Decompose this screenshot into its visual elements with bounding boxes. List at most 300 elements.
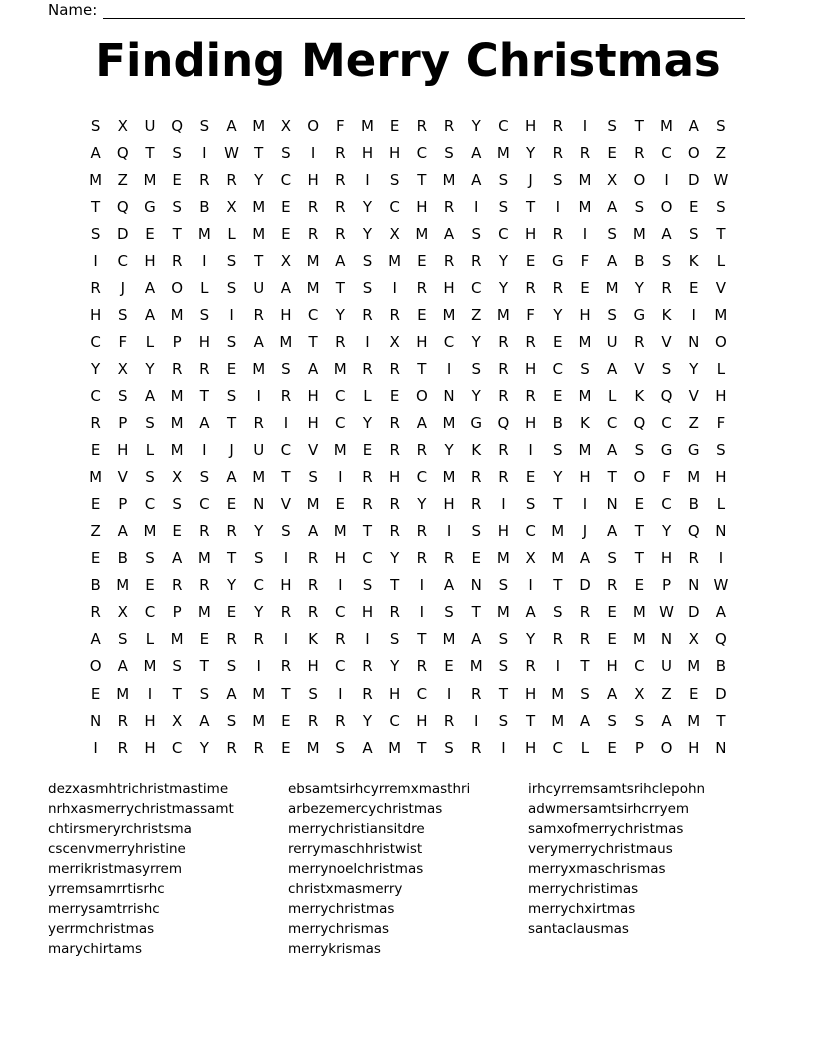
- grid-cell: M: [632, 630, 646, 649]
- grid-cell: H: [524, 359, 537, 378]
- grid-cell: G: [551, 251, 564, 270]
- grid-cell: R: [389, 603, 400, 622]
- grid-cell: H: [307, 657, 319, 676]
- grid-cell: I: [338, 684, 343, 703]
- grid-cell: E: [335, 495, 346, 514]
- grid-cell: S: [90, 224, 101, 243]
- grid-cell: A: [607, 522, 618, 541]
- grid-cell: S: [634, 197, 645, 216]
- grid-cell: N: [688, 332, 700, 351]
- grid-cell: M: [388, 738, 402, 757]
- grid-cell: M: [578, 332, 592, 351]
- grid-cell: S: [444, 143, 454, 162]
- grid-cell: T: [226, 414, 237, 433]
- grid-cell: A: [579, 711, 591, 730]
- grid-cell: Z: [117, 170, 128, 189]
- grid-cell: R: [199, 522, 210, 541]
- grid-cell: J: [528, 170, 533, 189]
- grid-cell: V: [715, 278, 727, 297]
- grid-cell: R: [579, 630, 591, 649]
- grid-cell: V: [661, 332, 672, 351]
- grid-cell: E: [471, 549, 481, 568]
- grid-cell: R: [171, 251, 183, 270]
- grid-cell: S: [553, 603, 563, 622]
- grid-cell: R: [335, 197, 346, 216]
- grid-cell: D: [117, 224, 129, 243]
- grid-cell: H: [144, 738, 156, 757]
- grid-cell: Y: [335, 305, 345, 324]
- grid-cell: E: [525, 251, 536, 270]
- grid-cell: R: [362, 305, 373, 324]
- grid-cell: W: [713, 576, 729, 595]
- grid-cell: E: [417, 305, 427, 324]
- grid-cell: S: [199, 305, 210, 324]
- grid-cell: M: [496, 143, 510, 162]
- grid-cell: A: [226, 116, 237, 135]
- grid-cell: S: [226, 251, 237, 270]
- grid-cell: R: [579, 603, 591, 622]
- name-label: Name:: [48, 1, 98, 19]
- grid-cell: M: [469, 657, 483, 676]
- grid-cell: I: [419, 603, 425, 622]
- grid-cell: M: [306, 495, 320, 514]
- grid-cell: C: [90, 332, 101, 351]
- grid-cell: I: [419, 576, 425, 595]
- grid-cell: M: [279, 332, 293, 351]
- grid-cell: A: [226, 468, 237, 487]
- grid-cell: M: [496, 549, 510, 568]
- grid-cell: A: [661, 711, 672, 730]
- grid-cell: J: [229, 441, 234, 460]
- word-item: irhcyrremsamtsrihclepohn: [528, 781, 706, 797]
- grid-cell: R: [661, 278, 672, 297]
- grid-cell: I: [93, 251, 98, 270]
- grid-cell: T: [580, 657, 590, 676]
- grid-cell: I: [392, 278, 397, 297]
- grid-cell: L: [716, 251, 726, 270]
- grid-cell: M: [89, 468, 103, 487]
- grid-cell: N: [715, 738, 727, 757]
- grid-cell: L: [580, 738, 590, 757]
- grid-cell: C: [606, 414, 618, 433]
- grid-cell: M: [551, 522, 565, 541]
- grid-cell: E: [580, 278, 590, 297]
- word-list-column-2: [288, 779, 528, 959]
- grid-cell: L: [607, 386, 617, 405]
- word-item: yrremsamrrtisrhc: [48, 881, 165, 897]
- grid-cell: Y: [254, 603, 264, 622]
- grid-cell: T: [634, 549, 644, 568]
- grid-cell: X: [389, 224, 400, 243]
- grid-cell: S: [498, 197, 509, 216]
- grid-cell: P: [662, 576, 672, 595]
- grid-cell: Z: [688, 414, 699, 433]
- grid-cell: R: [416, 549, 428, 568]
- grid-cell: T: [362, 522, 373, 541]
- grid-cell: T: [607, 468, 617, 487]
- grid-cell: D: [687, 170, 700, 189]
- grid-cell: M: [143, 657, 157, 676]
- grid-cell: M: [197, 603, 211, 622]
- grid-cell: R: [90, 603, 101, 622]
- grid-cell: J: [120, 278, 125, 297]
- word-item: chtirsmeryrchristsma: [48, 821, 192, 837]
- grid-cell: M: [306, 738, 320, 757]
- grid-cell: V: [307, 441, 319, 460]
- grid-cell: E: [145, 224, 155, 243]
- grid-cell: Z: [471, 305, 482, 324]
- grid-cell: R: [307, 549, 319, 568]
- grid-cell: I: [446, 522, 452, 541]
- grid-cell: H: [144, 251, 156, 270]
- grid-cell: H: [280, 305, 292, 324]
- grid-cell: S: [444, 603, 454, 622]
- grid-cell: M: [632, 603, 646, 622]
- grid-cell: Y: [390, 549, 400, 568]
- grid-cell: S: [226, 278, 237, 297]
- grid-cell: R: [443, 197, 455, 216]
- grid-cell: Y: [362, 711, 373, 730]
- grid-cell: M: [687, 657, 701, 676]
- grid-cell: U: [606, 332, 618, 351]
- grid-cell: G: [470, 414, 483, 433]
- grid-cell: E: [172, 170, 182, 189]
- grid-cell: R: [199, 170, 210, 189]
- grid-cell: H: [416, 197, 428, 216]
- grid-cell: I: [664, 170, 669, 189]
- grid-cell: X: [389, 332, 400, 351]
- grid-cell: L: [145, 630, 155, 649]
- grid-cell: Y: [254, 522, 264, 541]
- grid-cell: H: [524, 116, 537, 135]
- grid-cell: V: [688, 386, 699, 405]
- word-item: merrychristmas: [288, 901, 395, 917]
- grid-cell: H: [497, 522, 510, 541]
- grid-cell: A: [607, 441, 618, 460]
- grid-cell: Y: [390, 657, 400, 676]
- grid-cell: A: [443, 576, 455, 595]
- grid-cell: R: [280, 386, 292, 405]
- grid-cell: R: [688, 549, 699, 568]
- grid-cell: R: [498, 359, 509, 378]
- grid-cell: Y: [471, 116, 481, 135]
- grid-cell: Y: [362, 197, 373, 216]
- grid-cell: L: [716, 359, 726, 378]
- grid-cell: M: [252, 116, 266, 135]
- grid-cell: R: [443, 251, 455, 270]
- grid-cell: S: [362, 251, 373, 270]
- grid-cell: I: [691, 305, 696, 324]
- grid-cell: M: [578, 170, 592, 189]
- grid-cell: M: [252, 684, 266, 703]
- grid-cell: K: [634, 386, 645, 405]
- grid-cell: X: [226, 197, 237, 216]
- grid-cell: M: [360, 116, 374, 135]
- grid-cell: A: [144, 278, 156, 297]
- grid-cell: I: [501, 495, 506, 514]
- word-item: cscenvmerryhristine: [48, 841, 186, 857]
- grid-cell: Y: [634, 278, 644, 297]
- grid-cell: U: [661, 657, 673, 676]
- word-item: ebsamtsirhcyrremxmasthri: [288, 781, 471, 797]
- grid-cell: T: [281, 684, 291, 703]
- grid-cell: V: [280, 495, 292, 514]
- grid-cell: R: [579, 143, 591, 162]
- grid-cell: G: [144, 197, 156, 216]
- grid-cell: T: [634, 522, 644, 541]
- grid-cell: A: [117, 657, 128, 676]
- grid-cell: M: [442, 468, 456, 487]
- grid-cell: R: [416, 116, 428, 135]
- grid-cell: R: [199, 576, 210, 595]
- grid-cell: I: [365, 630, 370, 649]
- puzzle-title: Finding Merry Christmas: [95, 34, 721, 87]
- grid-cell: E: [607, 143, 617, 162]
- grid-cell: E: [634, 495, 645, 514]
- grid-cell: H: [361, 603, 374, 622]
- grid-cell: Y: [498, 251, 508, 270]
- grid-cell: T: [716, 711, 726, 730]
- grid-cell: E: [417, 251, 427, 270]
- grid-cell: C: [144, 603, 156, 622]
- grid-cell: C: [280, 441, 292, 460]
- grid-cell: H: [334, 549, 346, 568]
- grid-cell: R: [498, 332, 509, 351]
- grid-cell: A: [144, 305, 156, 324]
- grid-cell: S: [688, 224, 699, 243]
- grid-cell: H: [389, 684, 401, 703]
- grid-cell: C: [525, 522, 536, 541]
- grid-cell: A: [199, 414, 210, 433]
- grid-cell: S: [226, 386, 237, 405]
- grid-cell: C: [335, 657, 346, 676]
- grid-cell: A: [688, 116, 699, 135]
- grid-cell: S: [362, 576, 373, 595]
- grid-cell: L: [145, 332, 155, 351]
- grid-cell: I: [338, 576, 343, 595]
- grid-cell: C: [498, 116, 509, 135]
- grid-cell: R: [498, 441, 509, 460]
- grid-cell: Q: [116, 143, 129, 162]
- grid-cell: E: [90, 495, 101, 514]
- grid-cell: A: [362, 738, 373, 757]
- grid-cell: T: [553, 495, 563, 514]
- grid-cell: R: [307, 197, 319, 216]
- grid-cell: X: [172, 468, 183, 487]
- grid-cell: S: [172, 495, 182, 514]
- grid-cell: R: [253, 305, 264, 324]
- grid-cell: E: [389, 116, 400, 135]
- grid-cell: E: [226, 603, 237, 622]
- grid-cell: Q: [660, 386, 673, 405]
- grid-cell: T: [471, 603, 481, 622]
- word-item: yerrmchristmas: [48, 921, 155, 937]
- grid-cell: R: [552, 278, 563, 297]
- grid-cell: Y: [661, 522, 672, 541]
- grid-cell: C: [171, 738, 183, 757]
- grid-cell: R: [280, 657, 292, 676]
- grid-cell: T: [417, 630, 427, 649]
- grid-cell: Q: [687, 522, 700, 541]
- grid-cell: E: [553, 386, 563, 405]
- grid-cell: O: [660, 197, 673, 216]
- grid-cell: E: [607, 738, 617, 757]
- grid-cell: A: [199, 711, 210, 730]
- grid-cell: C: [90, 386, 101, 405]
- grid-cell: I: [446, 684, 452, 703]
- grid-cell: A: [579, 549, 591, 568]
- grid-cell: E: [362, 441, 373, 460]
- grid-cell: R: [171, 359, 183, 378]
- grid-cell: M: [116, 684, 130, 703]
- grid-cell: H: [715, 468, 727, 487]
- grid-cell: Y: [553, 305, 563, 324]
- grid-cell: R: [471, 495, 482, 514]
- grid-cell: N: [253, 495, 265, 514]
- grid-cell: N: [470, 576, 482, 595]
- grid-cell: I: [446, 359, 452, 378]
- grid-cell: A: [90, 143, 101, 162]
- grid-cell: R: [389, 414, 400, 433]
- grid-cell: I: [582, 224, 588, 243]
- grid-cell: S: [498, 630, 509, 649]
- grid-cell: X: [688, 630, 699, 649]
- grid-cell: S: [172, 197, 182, 216]
- grid-cell: M: [170, 441, 184, 460]
- grid-cell: F: [526, 305, 535, 324]
- grid-cell: S: [389, 630, 400, 649]
- grid-cell: R: [416, 522, 428, 541]
- grid-cell: E: [281, 738, 291, 757]
- grid-cell: O: [171, 278, 184, 297]
- grid-cell: A: [307, 359, 319, 378]
- grid-cell: Y: [471, 386, 481, 405]
- name-row: [48, 1, 745, 19]
- grid-cell: M: [496, 603, 510, 622]
- grid-cell: M: [687, 711, 701, 730]
- grid-cell: R: [335, 224, 346, 243]
- grid-cell: C: [144, 495, 156, 514]
- grid-cell: R: [307, 224, 319, 243]
- grid-cell: M: [605, 278, 619, 297]
- grid-cell: Q: [116, 197, 129, 216]
- grid-cell: I: [474, 197, 479, 216]
- grid-cell: H: [389, 468, 401, 487]
- grid-cell: G: [660, 441, 673, 460]
- grid-cell: K: [688, 251, 699, 270]
- grid-cell: C: [199, 495, 210, 514]
- grid-cell: S: [607, 116, 617, 135]
- grid-cell: W: [659, 603, 674, 622]
- grid-cell: R: [253, 630, 264, 649]
- grid-cell: H: [579, 468, 591, 487]
- grid-cell: H: [443, 495, 455, 514]
- grid-cell: Y: [362, 414, 373, 433]
- grid-cell: R: [280, 603, 292, 622]
- grid-cell: C: [661, 143, 672, 162]
- grid-cell: X: [607, 170, 618, 189]
- grid-cell: R: [634, 332, 645, 351]
- grid-cell: R: [253, 414, 264, 433]
- name-blank-line: [103, 2, 745, 19]
- grid-cell: O: [715, 332, 727, 351]
- grid-cell: R: [335, 143, 346, 162]
- grid-cell: D: [715, 684, 727, 703]
- grid-cell: S: [199, 684, 210, 703]
- grid-cell: T: [526, 711, 536, 730]
- grid-cell: E: [226, 359, 237, 378]
- grid-cell: Y: [145, 359, 155, 378]
- grid-cell: Y: [226, 576, 237, 595]
- grid-cell: C: [335, 414, 346, 433]
- grid-cell: B: [90, 576, 101, 595]
- grid-cell: J: [582, 522, 588, 541]
- grid-cell: P: [172, 603, 182, 622]
- grid-cell: R: [552, 143, 563, 162]
- grid-cell: R: [525, 278, 536, 297]
- grid-cell: O: [307, 116, 319, 135]
- grid-cell: H: [117, 441, 129, 460]
- grid-cell: H: [524, 414, 537, 433]
- grid-cell: R: [90, 414, 101, 433]
- word-item: christxmasmerry: [288, 881, 403, 897]
- grid-cell: H: [524, 684, 537, 703]
- grid-cell: S: [199, 468, 210, 487]
- grid-cell: C: [416, 684, 428, 703]
- word-list-column-3: [528, 779, 768, 959]
- grid-cell: P: [118, 414, 128, 433]
- grid-cell: H: [416, 711, 428, 730]
- grid-cell: S: [362, 278, 373, 297]
- grid-cell: O: [89, 657, 102, 676]
- grid-cell: I: [338, 468, 343, 487]
- grid-cell: C: [634, 657, 645, 676]
- grid-cell: M: [632, 224, 646, 243]
- grid-cell: X: [117, 359, 128, 378]
- grid-cell: O: [687, 143, 700, 162]
- grid-cell: Y: [362, 224, 373, 243]
- word-item: santaclausmas: [528, 921, 629, 937]
- grid-cell: X: [117, 603, 128, 622]
- grid-cell: H: [389, 143, 401, 162]
- grid-cell: N: [89, 711, 102, 730]
- grid-cell: D: [579, 576, 591, 595]
- grid-cell: M: [143, 522, 157, 541]
- grid-cell: B: [634, 251, 645, 270]
- grid-cell: M: [551, 684, 565, 703]
- grid-cell: K: [661, 305, 672, 324]
- grid-cell: R: [307, 603, 319, 622]
- word-item: dezxasmhtrichristmastime: [48, 781, 229, 797]
- grid-cell: A: [280, 278, 292, 297]
- grid-cell: R: [389, 441, 400, 460]
- grid-cell: S: [172, 143, 182, 162]
- grid-cell: R: [389, 359, 400, 378]
- grid-cell: R: [443, 116, 455, 135]
- grid-cell: S: [580, 684, 590, 703]
- grid-cell: N: [660, 630, 673, 649]
- grid-cell: S: [716, 197, 726, 216]
- grid-cell: S: [716, 116, 726, 135]
- grid-cell: C: [389, 711, 400, 730]
- grid-cell: C: [335, 386, 346, 405]
- grid-cell: R: [416, 278, 428, 297]
- grid-cell: Y: [254, 170, 264, 189]
- grid-cell: M: [442, 170, 456, 189]
- grid-cell: R: [307, 576, 319, 595]
- grid-cell: A: [90, 630, 101, 649]
- grid-cell: T: [335, 278, 345, 297]
